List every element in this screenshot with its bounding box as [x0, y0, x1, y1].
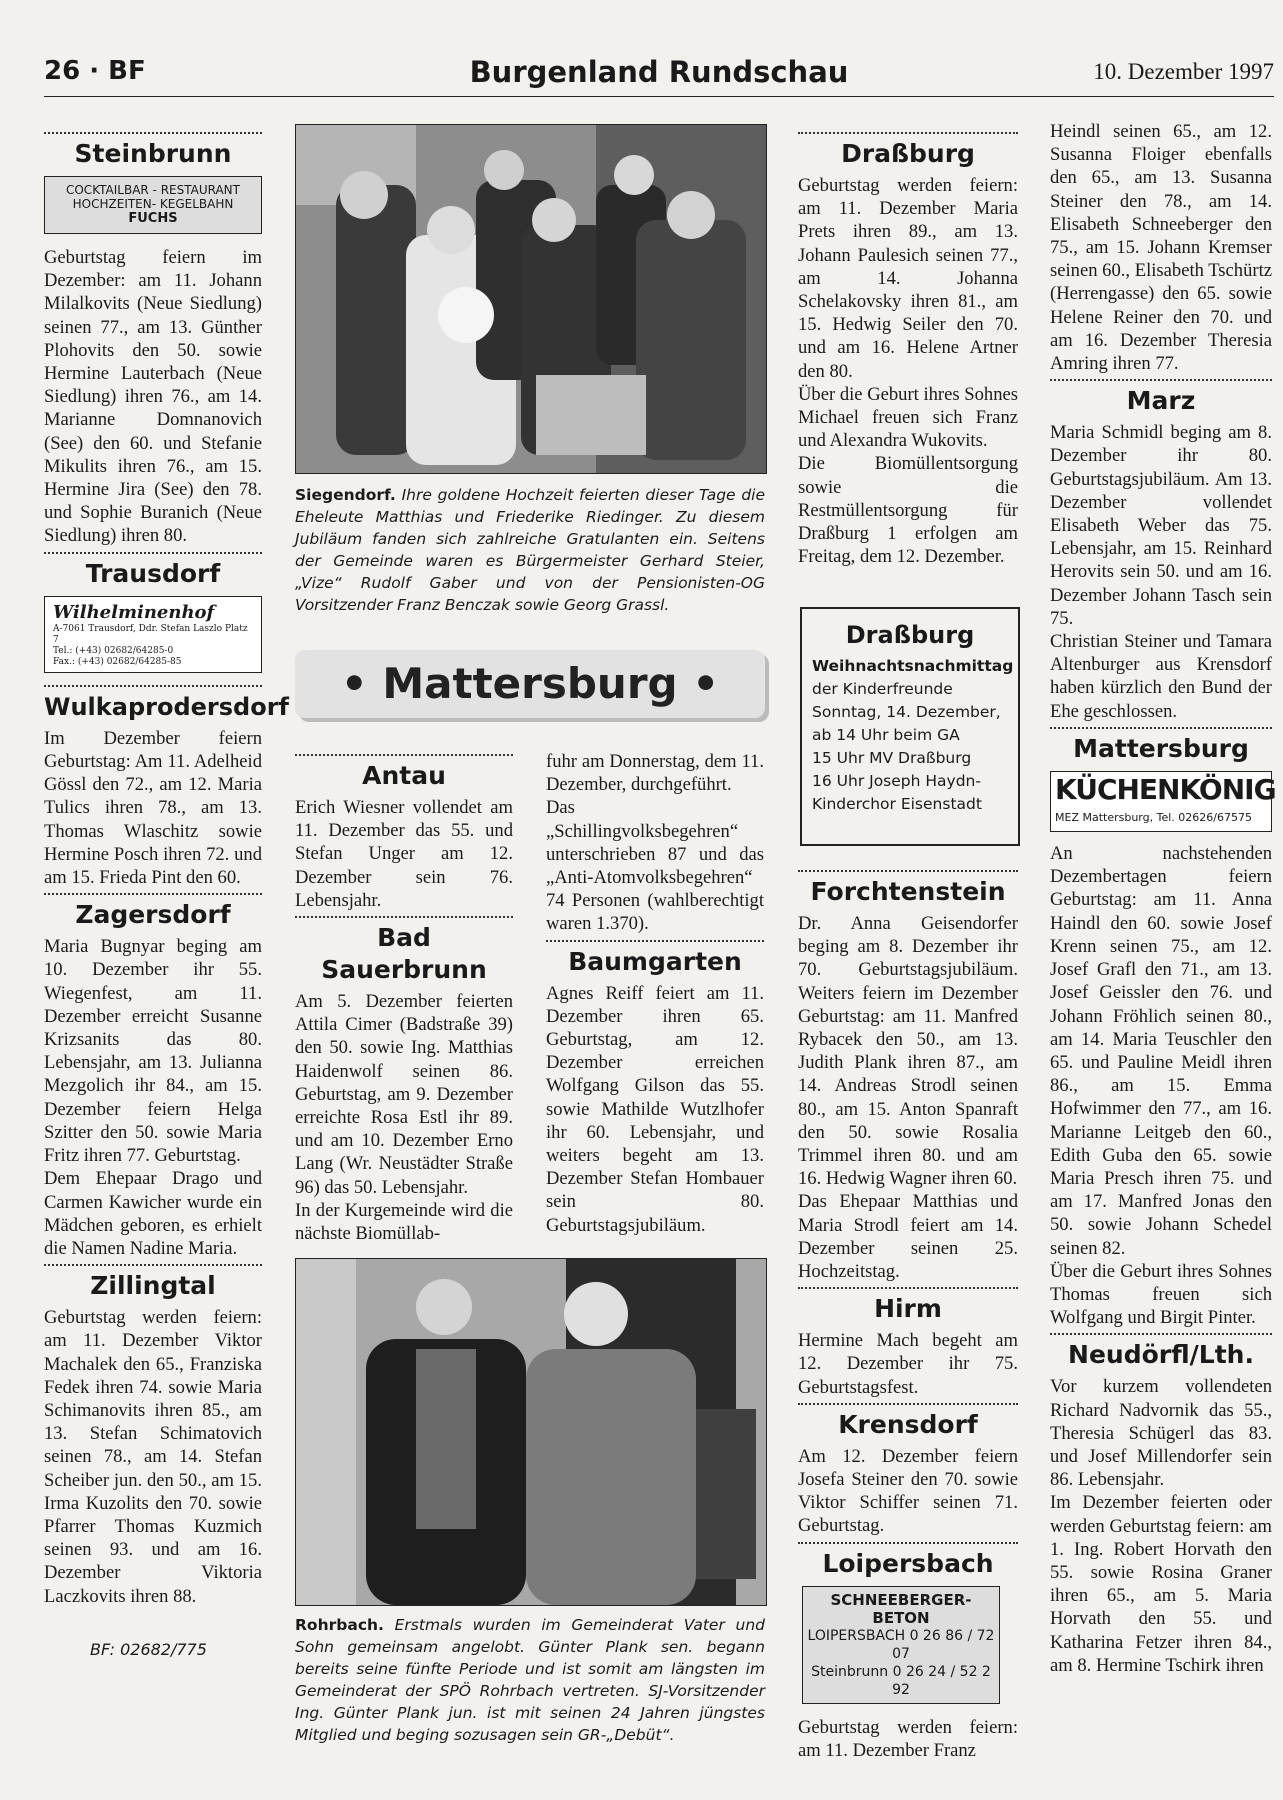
box-line: Weihnachtsnachmittag	[812, 657, 1014, 675]
section-heading: Loipersbach	[822, 1548, 994, 1578]
caption-lead: Rohrbach.	[295, 1616, 384, 1634]
ad-line: A-7061 Trausdorf, Ddr. Stefan Laszlo Platz 7	[53, 623, 248, 645]
article-text: Dem Ehepaar Drago und Carmen Kawicher wurde ein Mädchen geboren, es erhielt die Namen Nadine Maria.	[44, 1168, 262, 1259]
box-line: 16 Uhr Joseph Haydn-	[812, 772, 981, 790]
column-1	[44, 128, 289, 1661]
ad-name: Wilhelminenhof	[53, 601, 215, 623]
divider	[44, 1264, 262, 1266]
section-heading: Draßburg	[841, 139, 975, 168]
article-text: fuhr am Donnerstag, dem 11. Dezember, durchgeführt.	[546, 751, 764, 796]
issue-date: 10. Dezember 1997	[1093, 59, 1274, 84]
divider	[44, 893, 262, 895]
ad-schneeberger	[802, 1586, 1000, 1704]
article-text: Christian Steiner und Tamara Altenburger aus Krensdorf haben kürzlich den Bund der Ehe geschlossen.	[1050, 631, 1272, 722]
section-heading: Wulkaprodersdorf	[44, 692, 289, 721]
ad-fuchs	[44, 176, 262, 234]
ad-name: FUCHS	[128, 211, 178, 226]
section-heading: Marz	[1126, 386, 1196, 416]
article-text: Das Ehepaar Matthias und Maria Strodl feiert am 14. Dezember seinen 25. Hochzeitstag.	[798, 1191, 1018, 1283]
ad-line: Steinbrunn 0 26 24 / 52 2 92	[811, 1663, 991, 1698]
article-text: Geburtstag werden feiern: am 11. Dezember Viktor Machalek den 65., Franziska Fedek ihren 74. sowie Maria Schimanovits ihren 85., am 13. Stefan Schimatovich seinen 78., am 14. Stefan Scheiber jun. den 50., am 15. Irma Kuzolits den 70. sowie Pfarrer Thomas Kuzmich seinen 93. und am 16. Dezember Viktoria Laczkovits ihren 88.	[44, 1307, 262, 1607]
divider	[798, 1287, 1018, 1289]
ad-name: KÜCHENKÖNIG	[1055, 772, 1276, 806]
divider	[1050, 379, 1272, 381]
photo-siegendorf	[295, 124, 767, 474]
newspaper-title: Burgenland Rundschau	[469, 55, 849, 89]
box-line: Sonntag, 14. Dezember,	[812, 703, 1001, 721]
article-text: Erich Wiesner vollendet am 11. Dezember das 55. und Stefan Unger am 12. Dezember sein 76. Lebensjahr.	[295, 797, 513, 911]
box-line: ab 14 Uhr beim GA	[812, 726, 960, 744]
phone-footer: BF: 02682/775	[90, 1639, 207, 1659]
article-text: In der Kurgemeinde wird die nächste Biomüllab-	[295, 1199, 513, 1245]
article-text: Über die Geburt ihres Sohnes Thomas freuen sich Wolfgang und Birgit Pinter.	[1050, 1260, 1272, 1329]
section-heading: Mattersburg	[1073, 733, 1249, 763]
article-text: Am 12. Dezember feiern Josefa Steiner den 70. sowie Viktor Schiffer seinen 71. Geburtstag.	[798, 1445, 1018, 1537]
column-3	[546, 750, 764, 1237]
column-4	[798, 128, 1018, 568]
section-heading: Zillingtal	[90, 1271, 216, 1301]
ad-line: LOIPERSBACH 0 26 86 / 72 07	[807, 1627, 995, 1662]
article-text: Geburtstag werden feiern: am 11. Dezember Maria Prets ihren 89., am 13. Johann Paulesich seinen 77., am 14. Johanna Schelakovsky ihren 81., am 15. Hedwig Seiler den 70. und am 16. Helene Artner den 80.	[798, 175, 1018, 382]
divider	[44, 132, 262, 134]
ad-line: HOCHZEITEN- KEGELBAHN	[72, 197, 234, 211]
divider	[798, 1542, 1018, 1544]
article-text: Im Dezember feierten oder werden Geburtstag feiern: am 1. Ing. Robert Horvath den 55. sowie Rosina Graner ihren 65., am 5. Maria Horvath den 55. und Katharina Fetzer ihren 84., am 8. Hermine Tschirk ihren	[1050, 1492, 1272, 1676]
box-heading: Draßburg	[845, 621, 975, 649]
divider	[1050, 1333, 1272, 1335]
divider	[798, 132, 1018, 134]
caption-text: Erstmals wurden im Gemeinderat Vater und Sohn gemeinsam angelobt. Günter Plank sen. begann bereits seine fünfte Periode und ist somit am längsten im Gemeinderat der SPÖ Rohrbach vertreten. SJ-Vorsitzender Ing. Günter Plank jun. ist mit seinen 24 Jahren jüngstes Mitglied und beging sozusagen sein GR-„Debüt“.	[295, 1616, 765, 1744]
event-box-drassburg	[800, 607, 1020, 846]
section-heading: Antau	[362, 761, 446, 790]
article-text: Am 5. Dezember feierten Attila Cimer (Badstraße 39) den 50. sowie Ing. Matthias Haidenwolf seinen 86. Geburtstag, am 9. Dezember erreichte Rosa Estl ihr 89. und am 10. Dezember Erno Lang (Wr. Neustädter Straße 96) das 50. Lebensjahr.	[295, 991, 513, 1198]
page-header	[44, 52, 1274, 97]
photo-caption	[295, 1614, 765, 1746]
ad-line: Fax.: (+43) 02682/64285-85	[53, 656, 182, 667]
divider	[295, 916, 513, 918]
box-line: der Kinderfreunde	[812, 680, 953, 698]
section-heading: Hirm	[874, 1294, 942, 1324]
article-text: An nachstehenden Dezembertagen feiern Geburtstag: am 11. Anna Haindl den 60. sowie Josef Krenn seinen 75., am 12. Josef Grafl den 71., am 13. Josef Geissler den 76. und Johann Fröhlich seinen 80., am 14. Maria Teuschler den 65. und Pauline Meidl ihren 86., am 15. Emma Hofwimmer den 77., am 16. Marianne Leitgeb den 60., Edith Guba den 65. sowie Maria Presch ihren 75. und am 17. Manfred Jonas den 50. sowie Johann Schedel seinen 82.	[1050, 843, 1272, 1259]
ad-line: COCKTAILBAR - RESTAURANT	[65, 183, 240, 197]
article-text: Geburtstag werden feiern: am 11. Dezember Franz	[798, 1716, 1018, 1761]
article-text: Geburtstag feiern im Dezember: am 11. Johann Milalkovits (Neue Siedlung) seinen 77., am 13. Günther Plohovits den 50. sowie Hermine Lauterbach (Neue Siedlung) ihren 76., am 14. Marianne Domnanovich (See) den 60. und Stefanie Mikulits ihren 76., am 15. Hermine Jira (See) den 78. und Sophie Buranich (Neue Siedlung) ihren 80.	[44, 247, 262, 547]
photo-rohrbach	[295, 1258, 767, 1606]
article-text: Das „Schillingvolksbegehren“ unterschrieben 87 und das „Anti-Atomvolksbegehren“ 74 Personen (wahlberechtigt waren 1.370).	[546, 797, 764, 935]
divider	[44, 685, 262, 687]
section-banner: • Mattersburg •	[295, 650, 765, 718]
divider	[44, 552, 262, 554]
section-heading: Neudörfl/Lth.	[1068, 1340, 1254, 1370]
section-heading: Forchtenstein	[810, 877, 1006, 906]
section-heading: Bad Sauerbrunn	[321, 923, 487, 985]
photo-caption	[295, 484, 765, 616]
divider	[798, 1403, 1018, 1405]
section-heading: Steinbrunn	[74, 139, 232, 168]
article-text: Maria Bugnyar beging am 10. Dezember ihr 55. Wiegenfest, am 11. Dezember erreicht Susanne Krizsanits das 80. Lebensjahr, am 13. Julianna Mezgolich ihr 84., am 15. Dezember feiern Helga Szitter den 50. sowie Maria Fritz ihren 77. Geburtstag.	[44, 936, 262, 1167]
ad-wilhelminenhof	[44, 596, 262, 673]
divider	[295, 754, 513, 756]
article-text: Agnes Reiff feiert am 11. Dezember ihren 65. Geburtstag, am 12. Dezember erreichen Wolfgang Gilson das 55. sowie Mathilde Wutzlhofer ihr 60. Lebensjahr, und weiters begeht am 13. Dezember Stefan Hombauer sein 80. Geburtstagsjubiläum.	[546, 982, 764, 1236]
column-4-lower	[798, 866, 1018, 1762]
article-text: Hermine Mach begeht am 12. Dezember ihr 75. Geburtstagsfest.	[798, 1330, 1018, 1398]
article-text: Vor kurzem vollendeten Richard Nadvornik das 55., Theresia Schügerl das 83. und Josef Millendorfer sein 86. Lebensjahr.	[1050, 1376, 1272, 1491]
caption-text: Ihre goldene Hochzeit feierten dieser Tage die Eheleute Matthias und Friederike Riedinger. Zu diesem Jubiläum fanden sich zahlreiche Gratulanten ein. Seitens der Gemeinde waren es Bürgermeister Gerhard Steier, „Vize“ Rudolf Gaber und von der Pensionisten-OG Vorsitzender Franz Benczak sowie Georg Grassl.	[295, 486, 765, 614]
article-text: Im Dezember feiern Geburtstag: Am 11. Adelheid Gössl den 72., am 12. Maria Tulics ihren 78., am 13. Thomas Wlaschitz sowie Hermine Posch ihren 72. und am 15. Frieda Pint den 60.	[44, 727, 262, 889]
ad-name: SCHNEEBERGER-BETON	[830, 1590, 972, 1627]
box-line: 15 Uhr MV Draßburg	[812, 749, 972, 767]
section-heading: Krensdorf	[838, 1409, 978, 1439]
article-text: Über die Geburt ihres Sohnes Michael freuen sich Franz und Alexandra Wukovits.	[798, 383, 1018, 452]
divider	[546, 940, 764, 942]
section-heading: Baumgarten	[568, 946, 742, 976]
article-text: Heindl seinen 65., am 12. Susanna Floiger ebenfalls den 65., am 13. Susanna Steiner den 78., am 14. Elisabeth Schneeberger den 75., am 15. Johann Kremser seinen 60., Elisabeth Tschürtz (Herrengasse) den 65. sowie Helene Reiner den 70. und am 16. Dezember Theresia Amring ihren 77.	[1050, 121, 1272, 375]
box-line: Kinderchor Eisenstadt	[812, 795, 982, 813]
article-text: Dr. Anna Geisendorfer beging am 8. Dezember ihr 70. Geburtstagsjubiläum. Weiters feiern im Dezember Geburtstag: am 11. Manfred Rybacek den 50., am 13. Judith Plank ihren 87., am 14. Andreas Strodl seinen 80., am 15. Anton Spanraft den 50. sowie Rosalia Trimmel ihren 80. und am 16. Hedwig Wagner ihren 60.	[798, 913, 1018, 1190]
ad-kuechenkoenig	[1050, 771, 1276, 832]
column-2	[295, 750, 513, 1245]
divider	[798, 870, 1018, 872]
article-text: Die Biomüllentsorgung sowie die Restmüllentsorgung für Draßburg 1 erfolgen am Freitag, dem 12. Dezember.	[798, 453, 1018, 568]
photo-siegendorf-image	[296, 125, 766, 473]
page-number: 26 · BF	[44, 56, 146, 86]
ad-line: Tel.: (+43) 02682/64285-0	[53, 645, 174, 656]
section-heading: Trausdorf	[85, 558, 221, 588]
article-text: Maria Schmidl beging am 8. Dezember ihr 80. Geburtstagsjubiläum. Am 13. Dezember vollendet Elisabeth Weber das 75. Lebensjahr, am 15. Reinhard Herovits sein 50. und am 16. Dezember Johann Tasch sein 75.	[1050, 422, 1272, 629]
ad-line: MEZ Mattersburg, Tel. 02626/67575	[1055, 810, 1252, 824]
section-heading: Zagersdorf	[75, 900, 231, 930]
column-5	[1050, 120, 1276, 1677]
caption-lead: Siegendorf.	[295, 486, 396, 504]
photo-rohrbach-image	[296, 1259, 766, 1605]
divider	[1050, 727, 1272, 729]
